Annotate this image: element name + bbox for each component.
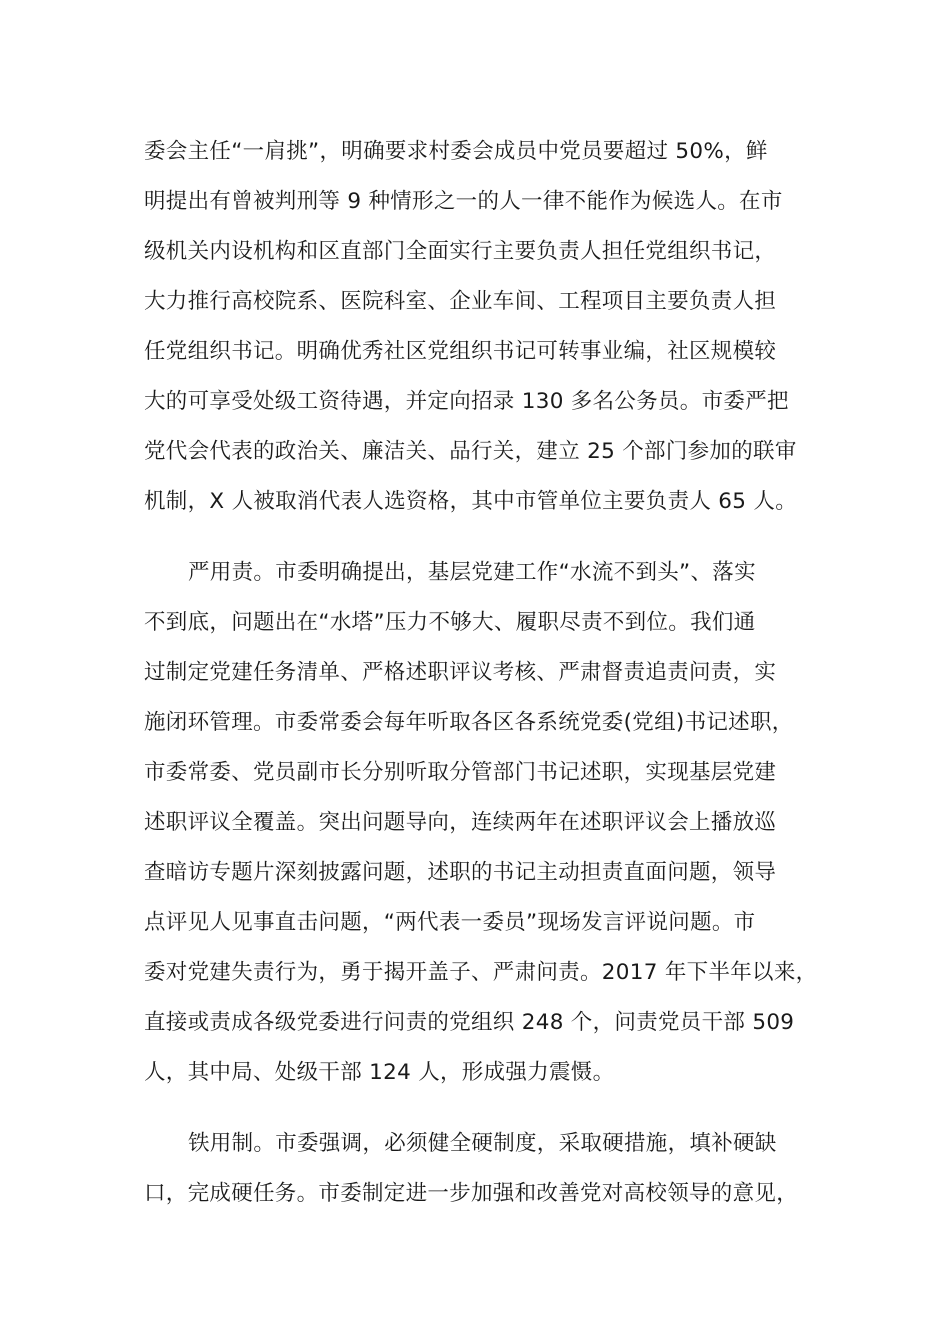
text-line: 口，完成硬任务。市委制定进一步加强和改善党对高校领导的意见， bbox=[144, 1181, 799, 1206]
text-line: 点评见人见事直击问题，“两代表一委员”现场发言评说问题。市 bbox=[144, 910, 756, 935]
text-line: 查暗访专题片深刻披露问题，述职的书记主动担责直面问题，领导 bbox=[144, 860, 777, 885]
paragraph-village-committee bbox=[144, 127, 814, 527]
text-line: 人，其中局、处级干部 124 人，形成强力震慑。 bbox=[144, 1060, 615, 1085]
text-line: 委会主任“一肩挑”，明确要求村委会成员中党员要超过 50%，鲜 bbox=[144, 139, 768, 164]
text-line: 不到底，问题出在“水塔”压力不够大、履职尽责不到位。我们通 bbox=[144, 610, 756, 635]
text-line: 委对党建失责行为，勇于揭开盖子、严肃问责。2017 年下半年以来， bbox=[144, 960, 818, 985]
paragraph-iron-system bbox=[144, 1119, 814, 1219]
text-line: 述职评议全覆盖。突出问题导向，连续两年在述职评议会上播放巡 bbox=[144, 810, 777, 835]
text-line: 施闭环管理。市委常委会每年听取各区各系统党委(党组)书记述职， bbox=[144, 710, 794, 735]
paragraph-strict-accountability bbox=[144, 548, 818, 1098]
text-line: 市委常委、党员副市长分别听取分管部门书记述职，实现基层党建 bbox=[144, 760, 777, 785]
text-line: 铁用制。市委强调，必须健全硬制度，采取硬措施，填补硬缺 bbox=[188, 1131, 777, 1156]
text-line: 过制定党建任务清单、严格述职评议考核、严肃督责追责问责，实 bbox=[144, 660, 777, 685]
text-line: 任党组织书记。明确优秀社区党组织书记可转事业编，社区规模较 bbox=[144, 339, 777, 364]
text-line: 大力推行高校院系、医院科室、企业车间、工程项目主要负责人担 bbox=[144, 289, 777, 314]
text-line: 大的可享受处级工资待遇，并定向招录 130 多名公务员。市委严把 bbox=[144, 389, 789, 414]
text-line: 明提出有曾被判刑等 9 种情形之一的人一律不能作为候选人。在市 bbox=[144, 189, 783, 214]
text-line: 级机关内设机构和区直部门全面实行主要负责人担任党组织书记， bbox=[144, 239, 777, 264]
text-line: 党代会代表的政治关、廉洁关、品行关，建立 25 个部门参加的联审 bbox=[144, 439, 797, 464]
text-line: 机制，X 人被取消代表人选资格，其中市管单位主要负责人 65 人。 bbox=[144, 489, 797, 514]
text-line: 直接或责成各级党委进行问责的党组织 248 个，问责党员干部 509 bbox=[144, 1010, 795, 1035]
text-line: 严用责。市委明确提出，基层党建工作“水流不到头”、落实 bbox=[188, 560, 756, 585]
